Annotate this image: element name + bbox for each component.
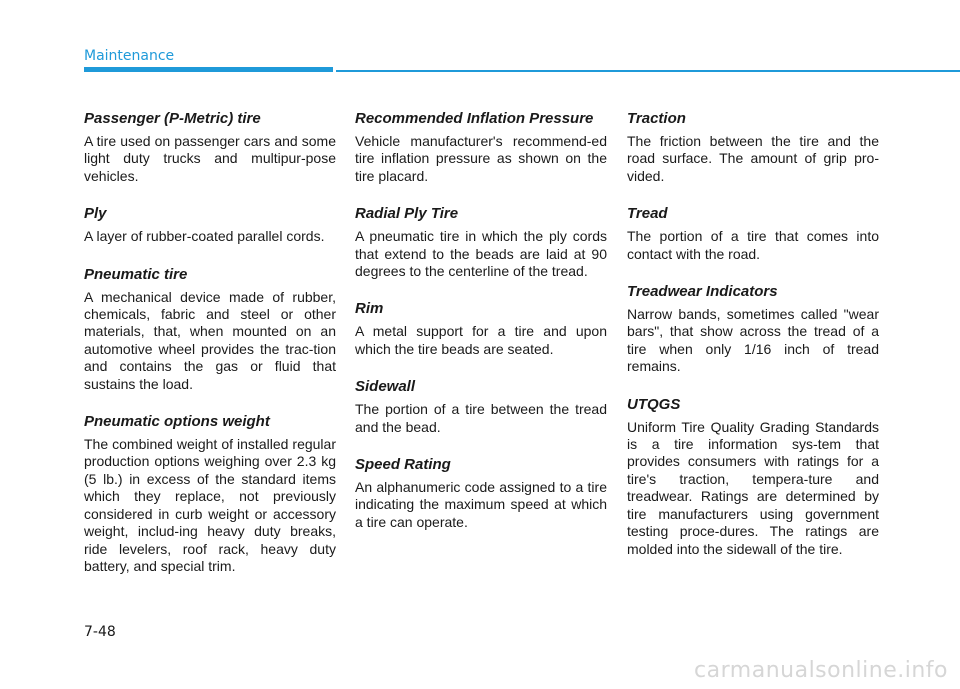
glossary-definition: Narrow bands, sometimes called "wear bars", that show across the tread of a tire when only 1/16 inch of tread remains. [627, 306, 879, 375]
glossary-term: Radial Ply Tire [355, 205, 459, 223]
glossary-definition: The portion of a tire that comes into contact with the road. [627, 228, 879, 262]
glossary-definition: An alphanumeric code assigned to a tire indicating the maximum speed at which a tire can operate. [355, 479, 607, 530]
glossary-definition: The portion of a tire between the tread and the bead. [355, 401, 607, 435]
glossary-definition: A layer of rubber-coated parallel cords. [84, 228, 325, 245]
page-number: 7-48 [84, 624, 116, 640]
glossary-entry [627, 110, 879, 185]
glossary-entry [355, 456, 607, 531]
header-rule-thin [336, 70, 960, 72]
glossary-term: Passenger (P-Metric) tire [84, 110, 261, 127]
glossary-definition: The combined weight of installed regular production options weighing over 2.3 kg (5 lb.) in excess of the standard items which they replace, not previously considered in curb weight or accessory weight, includ-ing heavy duty breaks, ride levelers, roof rack, heavy duty battery, and special trim. [84, 436, 336, 574]
glossary-column-3 [627, 110, 879, 578]
glossary-term: Sidewall [355, 378, 416, 396]
glossary-definition: Uniform Tire Quality Grading Standards is a tire information sys-tem that provides consumers with ratings for a tire's traction, tempera-ture and treadwear. Ratings are determined by tire manufacturers using government testing proce-dures. The ratings are molded into the sidewall of the tire. [627, 418, 879, 557]
glossary-term: Recommended Inflation Pressure [355, 110, 594, 127]
glossary-term: Traction [627, 110, 686, 127]
glossary-definition: Vehicle manufacturer's recommend-ed tire inflation pressure as shown on the tire placard. [355, 133, 607, 184]
glossary-entry [355, 378, 607, 436]
glossary-entry [84, 205, 336, 245]
glossary-entry [355, 110, 607, 185]
glossary-term: Rim [355, 300, 384, 318]
glossary-term: Treadwear Indicators [627, 283, 778, 301]
glossary-definition: A tire used on passenger cars and some light duty trucks and multipur-pose vehicles. [84, 133, 336, 184]
glossary-definition: A metal support for a tire and upon which the tire beads are seated. [355, 323, 607, 357]
glossary-definition: A mechanical device made of rubber, chemicals, fabric and steel or other materials, that, when mounted on an automotive wheel provides the trac-tion and contains the gas or fluid that sustains the load. [84, 288, 336, 392]
glossary-term: Tread [627, 205, 668, 223]
glossary-entry [627, 205, 879, 263]
glossary-term: Speed Rating [355, 456, 451, 474]
glossary-term: Pneumatic tire [84, 265, 188, 283]
glossary-term: Pneumatic options weight [84, 413, 270, 431]
glossary-term: Ply [84, 205, 107, 223]
glossary-column-2 [355, 110, 607, 551]
glossary-term: UTQGS [627, 395, 681, 413]
glossary-entry [355, 300, 607, 358]
glossary-entry [84, 266, 336, 393]
glossary-column-1 [84, 110, 336, 595]
glossary-definition: A pneumatic tire in which the ply cords that extend to the beads are laid at 90 degrees to the centerline of the tread. [355, 228, 607, 280]
glossary-entry [84, 110, 336, 185]
glossary-entry [84, 413, 336, 575]
watermark: carmanualsonline.info [694, 658, 948, 683]
section-header: Maintenance [84, 48, 175, 64]
glossary-definition: The friction between the tire and the road surface. The amount of grip pro-vided. [627, 133, 879, 184]
glossary-entry [627, 283, 879, 376]
header-rule-thick [84, 67, 333, 72]
glossary-entry [355, 205, 607, 280]
glossary-entry [627, 396, 879, 558]
